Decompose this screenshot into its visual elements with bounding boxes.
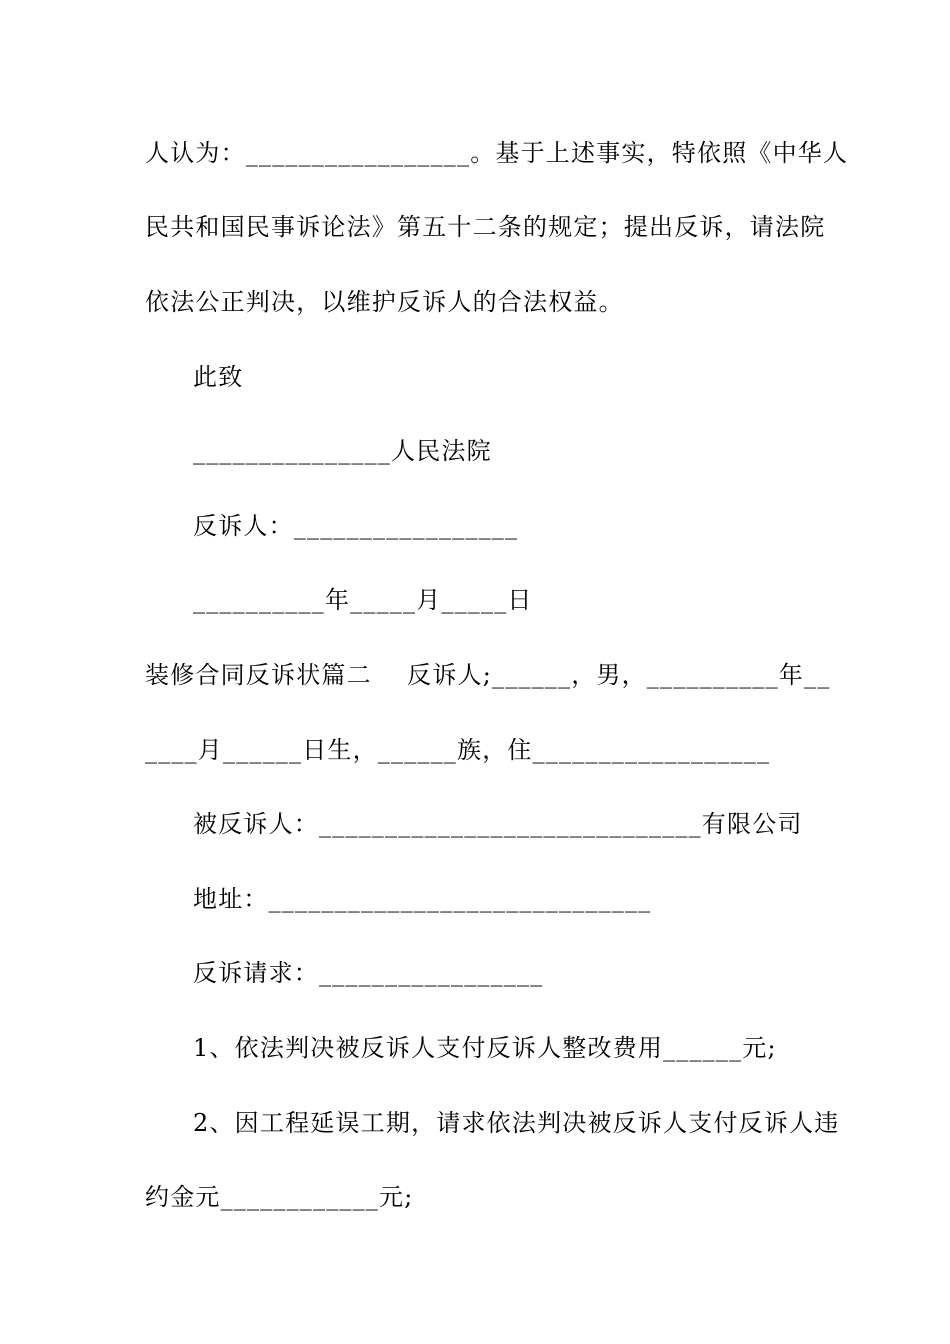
court-name-line: _______________人民法院 <box>193 437 492 465</box>
salutation: 此致 <box>193 363 244 391</box>
counterclaimant-signature-line: 反诉人：_________________ <box>193 512 519 540</box>
paragraph-line-3: 依法公正判决，以维护反诉人的合法权益。 <box>145 288 624 316</box>
section-two-heading-line: 装修合同反诉状篇二 反诉人;______，男，__________年__ <box>145 661 831 689</box>
respondent-line: 被反诉人：_____________________________有限公司 <box>193 810 803 838</box>
paragraph-line-1: 人认为：_________________。基于上述事实，特依照《中华人 <box>145 139 849 167</box>
claim-item-2-continuation: 约金元____________元; <box>145 1183 414 1211</box>
address-line: 地址：_____________________________ <box>193 885 652 913</box>
birth-ethnicity-address-line: ____月______日生，______族，住__________________ <box>145 736 771 764</box>
date-line: __________年_____月_____日 <box>193 586 533 614</box>
claim-item-2: 2、因工程延误工期，请求依法判决被反诉人支付反诉人违 <box>193 1109 840 1137</box>
paragraph-line-2: 民共和国民事诉论法》第五十二条的规定；提出反诉，请法院 <box>145 213 826 241</box>
claim-item-1: 1、依法判决被反诉人支付反诉人整改费用______元; <box>193 1034 777 1062</box>
claims-heading-line: 反诉请求：_________________ <box>193 959 544 987</box>
